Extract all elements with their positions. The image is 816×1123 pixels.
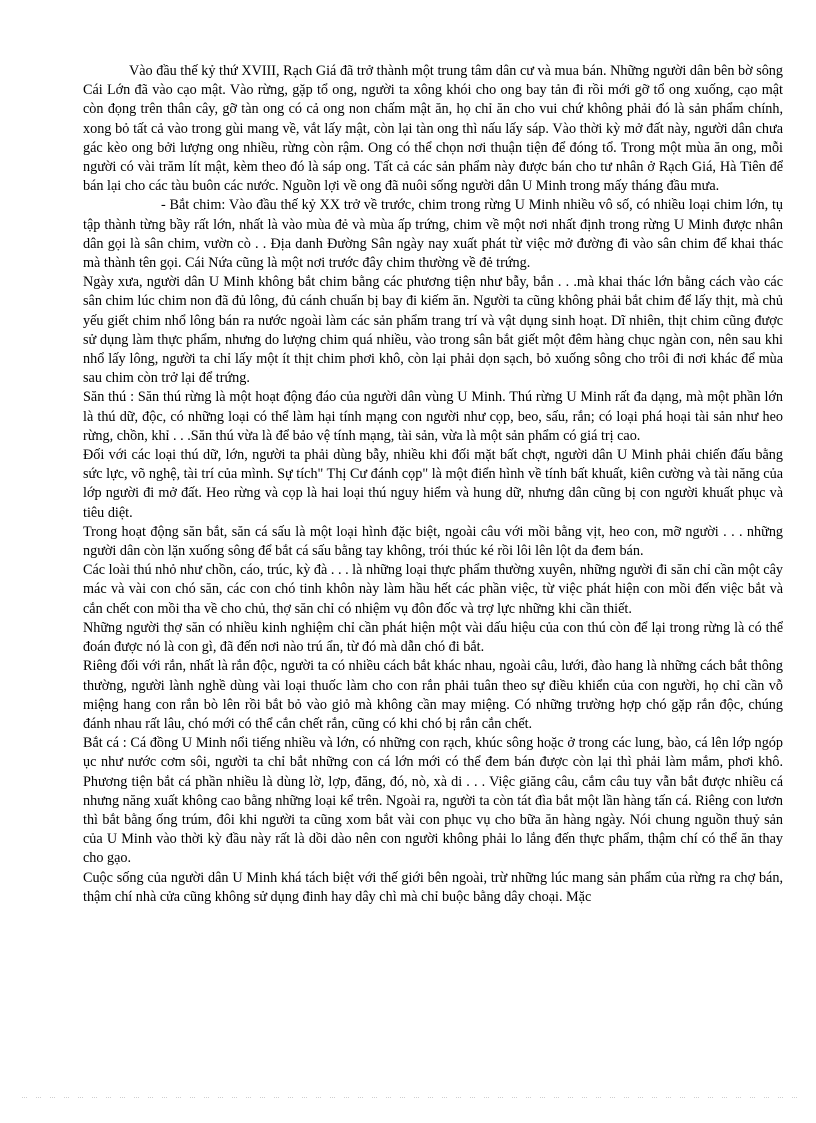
paragraph-hunting: Săn thú : Săn thú rừng là một hoạt động đáo của người dân vùng U Minh. Thú rừng U Minh rất đa dạng, mà một phần lớn là thú dữ, độc, có những loại có thể làm hại tính mạng con người như cọp, beo, sấu, rắn; có loại phá hoại tài sản như heo rừng, chồn, khỉ . . .Săn thú vừa là để bảo vệ tính mạng, tài sản, vừa là một sản phẩm có giá trị cao.	[83, 389, 783, 444]
paragraph-fishing: Bắt cá : Cá đồng U Minh nổi tiếng nhiều và lớn, có những con rạch, khúc sông hoặc ở trong các lung, bào, cá lên lớp ngóp ục như nước cơm sôi, người ta chỉ bắt những con cá lớn mới có thể đem bán được còn lại thì phải làm mắm, phơi khô. Phương tiện bắt cá phần nhiều là dùng lờ, lợp, đăng, đó, nò, xà di . . . Việc giăng câu, cắm câu tuy vẫn bắt được nhiều cá nhưng năng xuất không cao bằng những loại kể trên. Ngoài ra, người ta còn tát đìa bắt một lần hàng tấn cá. Riêng con lươn thì bắt bằng ống trúm, đôi khi người ta cũng xom bắt vài con phục vụ cho bữa ăn hàng ngày. Nói chung nguồn thuỷ sản của U Minh vào thời kỳ đầu này rất là dồi dào nên con người không phải lo lắng đến thực phẩm, thậm chí có thể ăn thay cho gạo.	[83, 735, 783, 867]
edge-mark	[722, 1097, 727, 1098]
edge-mark	[274, 1097, 279, 1098]
edge-mark	[400, 1097, 405, 1098]
edge-mark	[344, 1097, 349, 1098]
edge-mark	[526, 1097, 531, 1098]
edge-mark	[372, 1097, 377, 1098]
edge-mark	[694, 1097, 699, 1098]
edge-mark	[176, 1097, 181, 1098]
page-edge-marks	[0, 1092, 816, 1098]
edge-mark	[64, 1097, 69, 1098]
paragraph-daily-life: Cuộc sống của người dân U Minh khá tách biệt với thế giới bên ngoài, trừ những lúc mang sản phẩm của rừng ra chợ bán, thậm chí nhà cửa cũng không sử dụng đinh hay dây chì mà chỉ buộc bằng dây choại. Mặc	[83, 869, 783, 905]
edge-mark	[624, 1097, 629, 1098]
edge-mark	[680, 1097, 685, 1098]
edge-mark	[638, 1097, 643, 1098]
paragraph-dangerous-animals: Đối với các loại thú dữ, lớn, người ta phải dùng bẫy, nhiều khi đối mặt bất chợt, người dân U Minh phải chiến đấu bằng sức lực, võ nghệ, tài trí của mình. Sự tích" Thị Cư đánh cọp" là một điển hình về tính bất khuất, kiên cường và tài năng của lớp người đi mở đất. Heo rừng và cọp là hai loại thú nguy hiểm và hung dữ, nhưng dân cũng bị con người khuất phục và tiêu diệt.	[83, 447, 783, 521]
edge-mark	[232, 1097, 237, 1098]
paragraph-bees: Vào đầu thế kỷ thứ XVIII, Rạch Giá đã trở thành một trung tâm dân cư và mua bán. Những người dân bên bờ sông Cái Lớn đã vào cạo mật. Vào rừng, gặp tổ ong, người ta xông khói cho ong bay tản đi rồi mới gỡ tổ ong xuống, cạo mật còn đọng trên thân cây, gỡ tàn ong có cả ong non chấm mật ăn, họ chỉ ăn cho vui chứ không phải đó là sản phẩm chính, xong bỏ tất cả vào trong gùi mang về, vắt lấy mật, còn lại tàn ong thì nấu lấy sáp. Vào thời kỳ mở đất này, người dân chưa gác kèo ong bởi lượng ong nhiều, rừng còn rậm. Ong có thể chọn nơi thuận tiện để đóng tổ. Trong một mùa ăn ong, mỗi người có vài trăm lít mật, kèm theo đó là sáp ong. Tất cả các sản phẩm này được bán cho tư nhân ở Rạch Giá, Hà Tiên để bán lại cho các tàu buôn các nước. Nguồn lợi về ong đã nuôi sống người dân U Minh trong mấy tháng đầu mưa.	[83, 63, 783, 195]
edge-mark	[162, 1097, 167, 1098]
edge-mark	[190, 1097, 195, 1098]
edge-mark	[36, 1097, 41, 1098]
edge-mark	[316, 1097, 321, 1098]
edge-mark	[120, 1097, 125, 1098]
edge-mark	[512, 1097, 517, 1098]
edge-mark	[330, 1097, 335, 1098]
edge-mark	[456, 1097, 461, 1098]
paragraph-crocodile: Trong hoạt động săn bắt, săn cá sấu là một loại hình đặc biệt, ngoài câu với mồi bằng vịt, heo con, mỡ người . . . những người dân còn lặn xuống sông để bắt cá sấu bằng tay không, trói thúc ké rồi lôi lên lột da đem bán.	[83, 523, 783, 560]
edge-mark	[428, 1097, 433, 1098]
edge-mark	[50, 1097, 55, 1098]
edge-mark	[246, 1097, 251, 1098]
edge-mark	[610, 1097, 615, 1098]
edge-mark	[554, 1097, 559, 1098]
document-body	[83, 62, 783, 907]
edge-mark	[792, 1097, 797, 1098]
edge-mark	[204, 1097, 209, 1098]
edge-mark	[708, 1097, 713, 1098]
edge-mark	[778, 1097, 783, 1098]
edge-mark	[414, 1097, 419, 1098]
edge-mark	[568, 1097, 573, 1098]
edge-mark	[652, 1097, 657, 1098]
edge-mark	[134, 1097, 139, 1098]
edge-mark	[666, 1097, 671, 1098]
edge-mark	[736, 1097, 741, 1098]
edge-mark	[764, 1097, 769, 1098]
paragraph-bird-catching: - Bắt chim: Vào đầu thế kỷ XX trở về trước, chim trong rừng U Minh nhiều vô số, có nhiều loại chim lớn, tụ tập thành từng bầy rất lớn, nhất là vào mùa đẻ và mùa ấp trứng, chim về một nơi nhất định trong rừng U Minh được nhân dân gọi là sân chim, vườn cò . . Địa danh Đường Sân ngày nay xuất phát từ việc mở đường đi vào sân chim để khai thác mà thành tên gọi. Cái Nứa cũng là một nơi trước đây chim thường về đẻ trứng.	[83, 197, 783, 272]
edge-mark	[92, 1097, 97, 1098]
edge-mark	[386, 1097, 391, 1098]
edge-mark	[540, 1097, 545, 1098]
edge-mark	[358, 1097, 363, 1098]
edge-mark	[22, 1097, 27, 1098]
edge-mark	[498, 1097, 503, 1098]
edge-mark	[78, 1097, 83, 1098]
edge-mark	[484, 1097, 489, 1098]
edge-mark	[582, 1097, 587, 1098]
edge-mark	[148, 1097, 153, 1098]
paragraph-bird-methods: Ngày xưa, người dân U Minh không bắt chim bằng các phương tiện như bẫy, bắn . . .mà khai thác lớn bằng cách vào các sân chim lúc chim non đã đủ lông, đủ cánh chuẩn bị bay đi kiếm ăn. Người ta cũng không phải bắt chim để lấy thịt, mà chủ yếu giết chim nhổ lông bán ra nước ngoài làm các sản phẩm trang trí và vật dụng sinh hoạt. Dĩ nhiên, thịt chim cũng được sử dụng làm thực phẩm, nhưng do lượng chim quá nhiều, vào trong sân bắt giết một đêm hàng chục ngàn con, nên sau khi nhổ lấy lông, người ta chỉ lấy một ít thịt chim phơi khô, còn lại phải dọn sạch, bỏ xuống sông cho trôi đi nơi khác để mùa sau chim còn trở lại để trứng.	[83, 274, 783, 387]
edge-mark	[260, 1097, 265, 1098]
paragraph-small-animals: Các loài thú nhỏ như chồn, cáo, trúc, kỳ đà . . . là những loại thực phẩm thường xuyên, những người đi săn chỉ cần một cây mác và vài con chó săn, các con chó tinh khôn này làm hầu hết các phần việc, từ việc phát hiện con mồi đến việc bắt và cắn chết con mồi tha về cho chủ, thợ săn chỉ có nhiệm vụ đôn đốc và trợ lực những khi cần thiết.	[83, 562, 783, 617]
edge-mark	[218, 1097, 223, 1098]
paragraph-snakes: Riêng đối với rắn, nhất là rắn độc, người ta có nhiều cách bắt khác nhau, ngoài câu, lưới, đào hang là những cách bắt thông thường, người lành nghề dùng vài loại thuốc làm cho con rắn phải tuân theo sự điều khiển của con người, họ chỉ cần vỗ miệng hang con rắn bò lên rồi bắt bỏ vào giỏ mà không cần may miệng. Có những trường hợp chó gặp rắn độc, chúng đánh nhau rất lâu, chó mới có thể cắn chết rắn, cũng có khi chó bị rắn cắn chết.	[83, 658, 783, 732]
edge-mark	[750, 1097, 755, 1098]
edge-mark	[470, 1097, 475, 1098]
edge-mark	[288, 1097, 293, 1098]
edge-mark	[596, 1097, 601, 1098]
edge-mark	[442, 1097, 447, 1098]
edge-mark	[302, 1097, 307, 1098]
paragraph-experienced-hunters: Những người thợ săn có nhiều kinh nghiệm chỉ cần phát hiện một vài dấu hiệu của con thú còn để lại trong rừng là có thể đoán được nó là con gì, đã đến nơi nào trú ẩn, từ đó mà dẫn chó đi bắt.	[83, 619, 783, 656]
edge-mark	[106, 1097, 111, 1098]
